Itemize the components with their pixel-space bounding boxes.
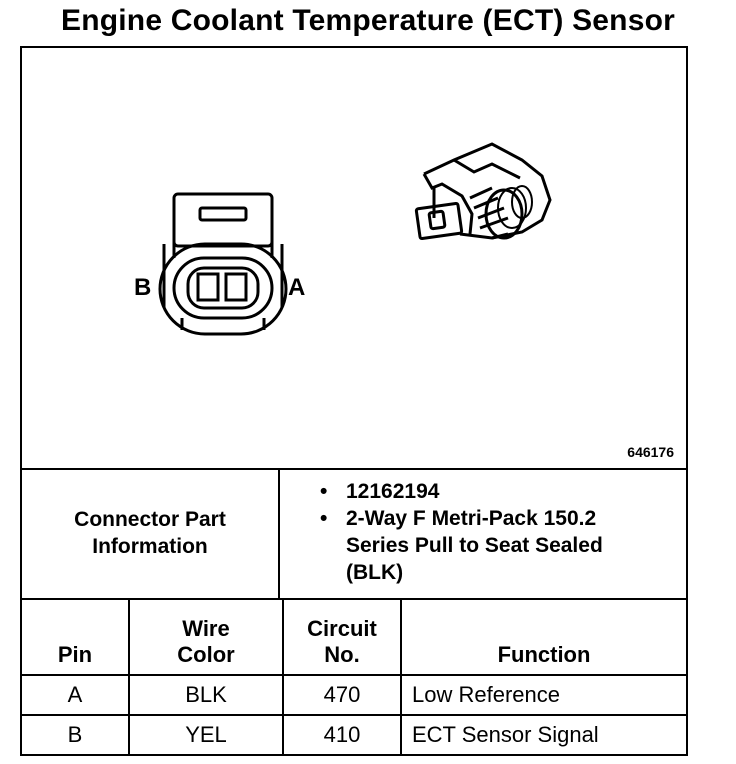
pin-cell: A xyxy=(21,675,129,715)
connector-illustration xyxy=(22,48,686,468)
page-title: Engine Coolant Temperature (ECT) Sensor xyxy=(61,4,675,37)
header-pin: Pin xyxy=(21,599,129,675)
function-cell: Low Reference xyxy=(401,675,687,715)
table-row xyxy=(21,715,687,755)
header-wire-color: Wire Color xyxy=(129,599,283,675)
pin-table xyxy=(20,598,688,756)
connector-info-label-line1: Connector Part xyxy=(74,508,226,531)
pin-b-label: B xyxy=(134,274,152,301)
pin-cell: B xyxy=(21,715,129,755)
circuit-cell: 470 xyxy=(283,675,401,715)
header-function: Function xyxy=(401,599,687,675)
list-item xyxy=(320,505,646,586)
connector-info-label-line2: Information xyxy=(92,535,208,558)
wire-color-cell: BLK xyxy=(129,675,283,715)
circuit-cell: 410 xyxy=(283,715,401,755)
pin-a-label: A xyxy=(288,274,306,301)
connector-info-section xyxy=(20,468,688,600)
header-circuit-no: Circuit No. xyxy=(283,599,401,675)
figure-number: 646176 xyxy=(627,444,674,460)
connector-front-view xyxy=(160,194,286,334)
part-number: 12162194 xyxy=(346,480,440,503)
connector-side-view xyxy=(416,144,550,239)
table-header-row xyxy=(21,599,687,675)
function-cell: ECT Sensor Signal xyxy=(401,715,687,755)
bullet-icon: • xyxy=(320,507,328,530)
connector-diagram xyxy=(20,46,688,470)
connector-info-label xyxy=(22,468,280,598)
table-row xyxy=(21,675,687,715)
wire-color-cell: YEL xyxy=(129,715,283,755)
bullet-icon: • xyxy=(320,480,328,503)
connector-description: 2-Way F Metri-Pack 150.2 Series Pull to Seat Sealed (BLK) xyxy=(346,507,603,584)
connector-info-list xyxy=(280,468,686,598)
list-item xyxy=(320,478,686,505)
